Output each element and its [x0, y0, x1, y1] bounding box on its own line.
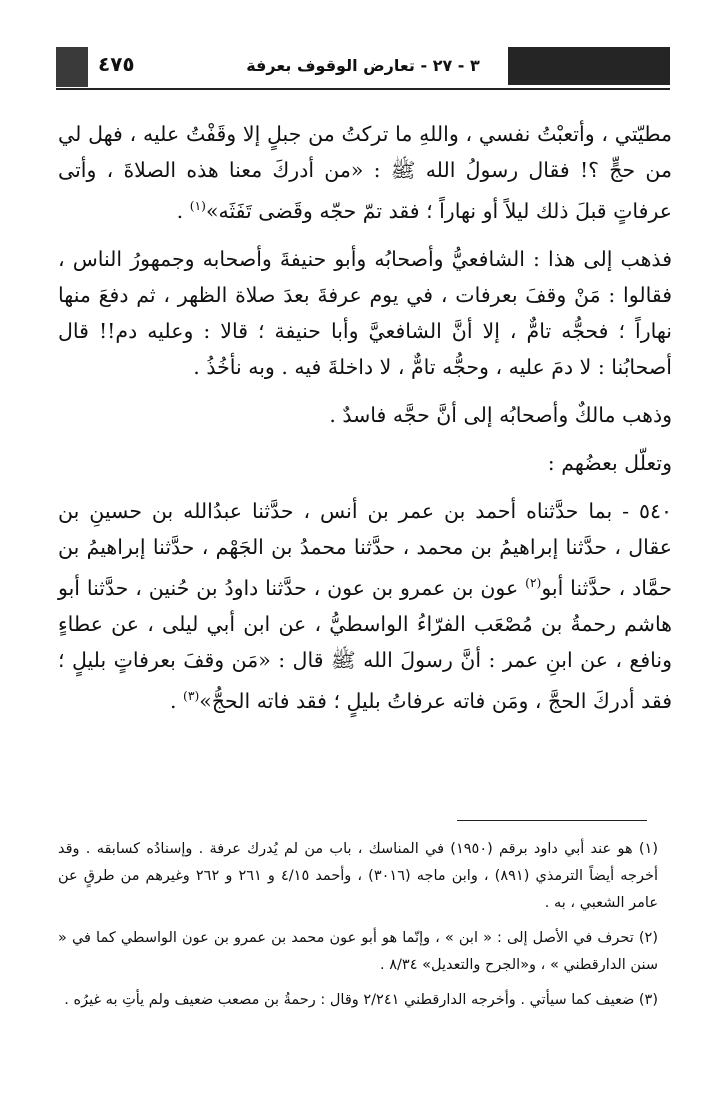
header-dark-block-left [56, 47, 88, 87]
footnote-1: (١) هو عند أبي داود برقم (١٩٥٠) في المناسك ، باب من لم يُدرك عرفة . وإسنادُه كسابقه . وقد أخرجه أيضاً الترمذي (٨٩١) ، وابن ماجه (٣٠١٦) ، وأحمد ٤/١٥ و ٢٦١ و ٢٦٢ وغيرهم من طرقٍ عن عامر الشعبي ، به . [58, 841, 658, 911]
footnotes [58, 836, 658, 1022]
footnote-separator [457, 820, 647, 821]
running-title: ٣ - ٢٧ - تعارض الوقوف بعرفة [246, 56, 480, 75]
main-text [58, 116, 672, 718]
page-header [56, 41, 670, 90]
footnote-ref-1: (١) [189, 199, 206, 213]
hadith-540 [58, 493, 672, 719]
hadith-540-part-1: ٥٤٠ - بما حدَّثناه أحمد بن عمر بن أنس ، حدَّثنا عبدُالله بن حسينِ بن عقال ، حدَّثنا إبراهيمُ بن محمد ، حدَّثنا محمدُ بن الجَهْم ، حدَّثنا إبراهيمُ بن حمَّاد ، حدَّثنا أبو [58, 498, 672, 600]
paragraph-4: وتعلّل بعضُهم : [547, 450, 672, 475]
paragraph-1-text: مطيّتي ، وأتعبْتُ نفسي ، واللهِ ما تركتُ من جبلٍ إلا وقَفْتُ عليه ، فهل لي من حجٍّ ؟! فقال رسولُ الله ﷺ : «من أدركَ معنا هذه الصلاةَ ، وأتى عرفاتٍ قبلَ ذلك ليلاً أو نهاراً ؛ فقد تمّ حجّه وقَضى تَفَثَه» [58, 122, 672, 223]
paragraph-1 [58, 116, 672, 229]
footnote-2: (٢) تحرف في الأصل إلى : « ابن » ، وإنّما هو أبو عون محمد بن عمرو بن عون الواسطي كما في « سنن الدارقطني » ، و«الجرح والتعديل» ٨/٣٤ . [58, 930, 658, 973]
page-number: ٤٧٥ [98, 52, 135, 76]
footnote-ref-2: (٢) [525, 575, 542, 590]
paragraph-2: فذهب إلى هذا : الشافعيُّ وأصحابُه وأبو حنيفةَ وأصحابه وجمهورُ الناس ، فقالوا : مَنْ وقفَ بعرفات ، في يوم عرفةَ بعدَ صلاة الظهر ، ثم دفعَ منها نهاراً ؛ فحجُّه تامٌّ ، إلا أنَّ الشافعيَّ وأبا حنيفة ؛ قالا : وعليه دم!! قال أصحابُنا : لا دمَ عليه ، وحجُّه تامٌّ ، لا داخلةَ فيه . وبه نأخُذُ . [58, 246, 672, 379]
paragraph-1-end: . [176, 198, 190, 223]
hadith-540-part-2: عون بن عمرو بن عون ، حدَّثنا داودُ بن حُنين ، حدَّثنا أبو هاشم رحمةُ بن مُصْعَب الفرّاءُ الواسطيُّ ، عن ابن أبي ليلى ، عن عطاءٍ ونافع ، عن ابنِ عمر : أنَّ رسولَ الله ﷺ قال : «مَن وقفَ بعرفاتٍ بليلٍ ؛ فقد أدركَ الحجَّ ، ومَن فاته عرفاتُ بليلٍ ؛ فقد فاته الحجُّ» [58, 575, 672, 713]
header-dark-block [508, 47, 670, 85]
paragraph-3: وذهب مالكٌ وأصحابُه إلى أنَّ حجَّه فاسدٌ . [329, 402, 672, 427]
footnote-ref-3: (٣) [183, 688, 200, 703]
footnote-3: (٣) ضعيف كما سيأتي . وأخرجه الدارقطني ٢/٢٤١ وقال : رحمةُ بن مصعب ضعيف ولم يأتِ به غيرُه . [64, 992, 658, 1008]
hadith-540-end: . [170, 688, 184, 713]
